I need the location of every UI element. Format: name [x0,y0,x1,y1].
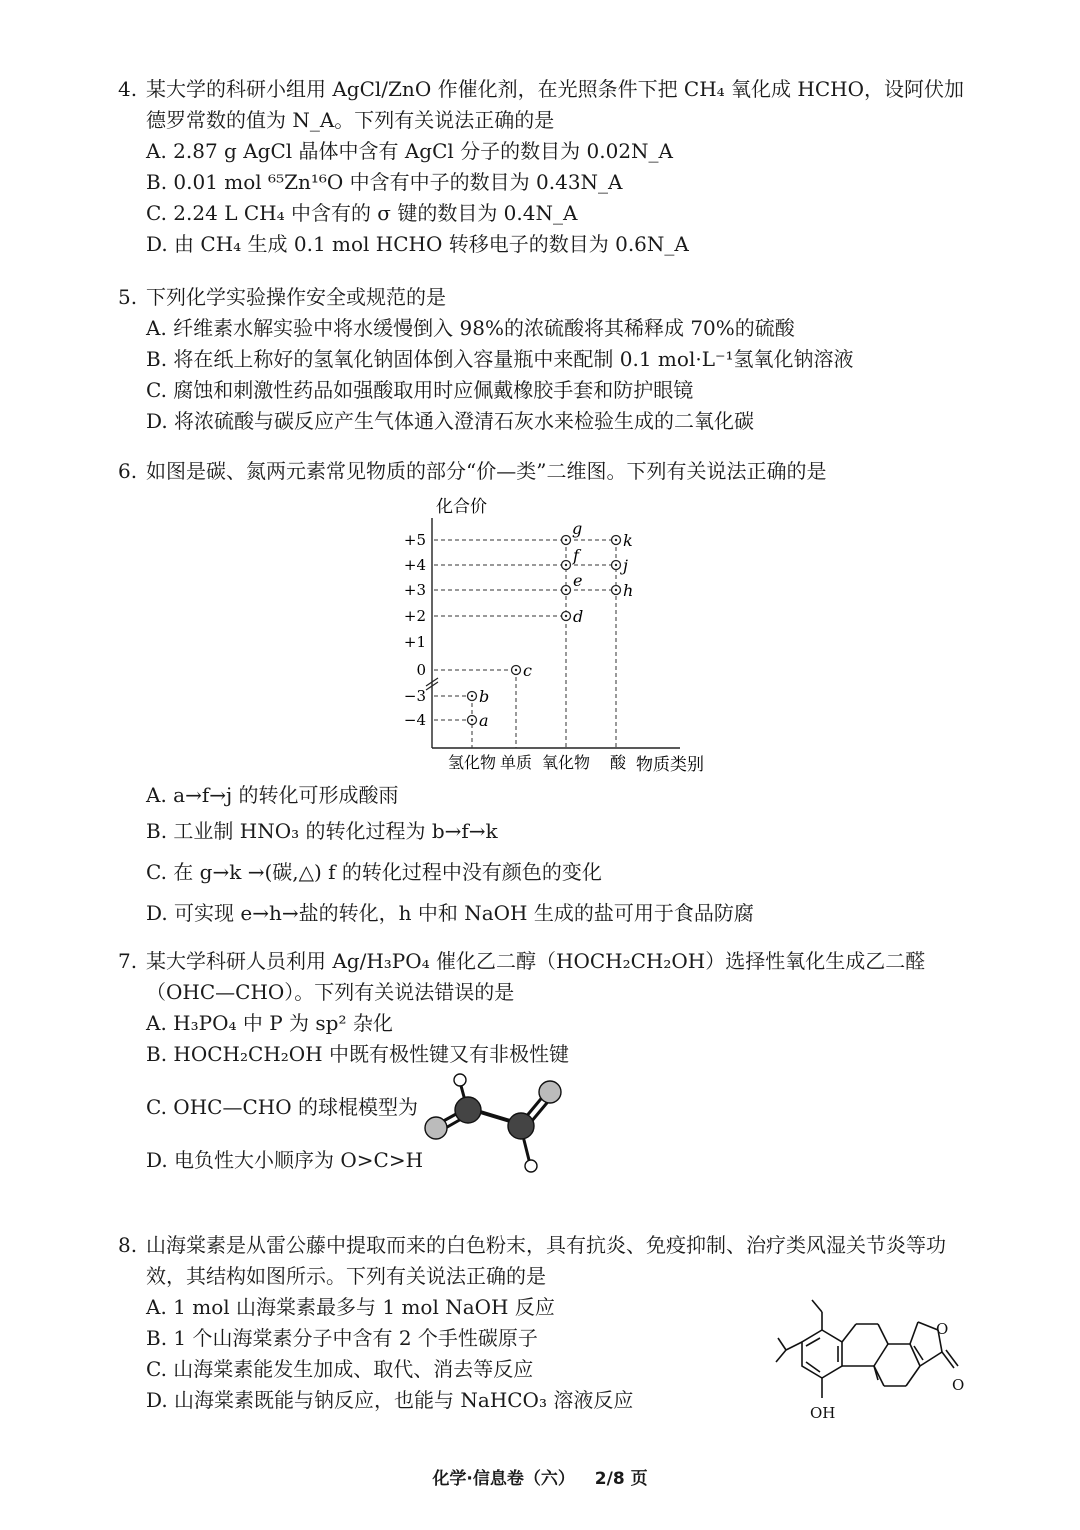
question-4 [118,74,978,260]
question-stem: 某大学科研人员利用 Ag/H₃PO₄ 催化乙二醇（HOCH₂CH₂OH）选择性氧化生成乙二醛（OHC—CHO）。下列有关说法错误的是 [146,949,926,1004]
question-5 [118,282,978,437]
point-label: d [573,607,584,626]
question-number: 7. [118,949,138,973]
question-stem: 如图是碳、氮两元素常见物质的部分“价—类”二维图。下列有关说法正确的是 [146,459,827,483]
hydrogen-atom [525,1160,537,1172]
option-b: B. 0.01 mol ⁶⁵Zn¹⁶O 中含有中子的数目为 0.43N_A [146,170,623,194]
oxygen-atom [425,1117,447,1139]
oxygen-atom [539,1081,561,1103]
option-d: D. 山海棠素既能与钠反应，也能与 NaHCO₃ 溶液反应 [146,1388,634,1412]
option-d: D. 可实现 e→h→盐的转化，h 中和 NaOH 生成的盐可用于食品防腐 [146,901,754,925]
y-tick-label: −3 [403,687,426,705]
point-label: j [623,556,628,575]
point-label: b [479,687,490,706]
carbon-atom [455,1097,481,1123]
footer-title: 化学·信息卷（六） [432,1469,575,1489]
question-6-options [118,780,978,929]
question-number: 4. [118,77,138,101]
point-d-center [565,615,567,617]
carbonyl-oxygen-label: O [952,1376,965,1394]
y-tick-label: +2 [403,607,426,625]
option-c: C. 2.24 L CH₄ 中含有的 σ 键的数目为 0.4N_A [146,201,578,225]
hydroxyl-label: OH [810,1404,836,1422]
x-category-label: 氧化物 [541,753,591,772]
option-a: A. 纤维素水解实验中将水缓慢倒入 98%的浓硫酸将其稀释成 70%的硫酸 [146,316,795,340]
point-label: f [573,546,579,565]
option-a: A. H₃PO₄ 中 P 为 sp² 杂化 [146,1011,393,1035]
y-tick-label: +4 [403,556,426,574]
point-label: c [523,661,532,680]
y-tick-label: +5 [403,531,426,549]
point-e-center [565,589,567,591]
point-label: h [623,581,634,600]
point-a-center [471,719,473,721]
footer-page: 2/8 页 [594,1469,648,1489]
molecule-structure [770,1290,980,1430]
y-tick-label: +3 [403,581,426,599]
carbon-atom [508,1113,534,1139]
page-footer [0,1464,1080,1489]
option-c: C. 腐蚀和刺激性药品如强酸取用时应佩戴橡胶手套和防护眼镜 [146,378,694,402]
option-b: B. 将在纸上称好的氢氧化钠固体倒入容量瓶中来配制 0.1 mol·L⁻¹氢氧化钠溶液 [146,347,854,371]
option-a: A. 2.87 g AgCl 晶体中含有 AgCl 分子的数目为 0.02N_A [146,139,674,163]
question-stem: 下列化学实验操作安全或规范的是 [146,285,446,309]
option-a: A. a→f→j 的转化可形成酸雨 [146,783,399,807]
question-stem: 山海棠素是从雷公藤中提取而来的白色粉末，具有抗炎、免疫抑制、治疗类风湿关节炎等功效，其结构如图所示。下列有关说法正确的是 [146,1233,946,1288]
valence-class-chart [380,490,740,780]
option-d: D. 电负性大小顺序为 O>C>H [146,1148,424,1172]
y-axis-label: 化合价 [436,497,487,517]
option-b: B. 1 个山海棠素分子中含有 2 个手性碳原子 [146,1326,538,1350]
question-6 [118,456,978,487]
ring-oxygen-label: O [936,1320,949,1338]
question-number: 5. [118,285,138,309]
option-c: C. 在 g→k →(碳,△) f 的转化过程中没有颜色的变化 [146,860,602,884]
option-b: B. 工业制 HNO₃ 的转化过程为 b→f→k [146,819,498,843]
question-number: 8. [118,1233,138,1257]
point-k-center [615,539,617,541]
y-tick-label: −4 [403,711,426,729]
point-b-center [471,695,473,697]
option-d: D. 将浓硫酸与碳反应产生气体通入澄清石灰水来检验生成的二氧化碳 [146,409,755,433]
ball-stick-model [420,1070,570,1180]
point-g-center [565,539,567,541]
point-label: a [479,711,489,730]
y-tick-label: 0 [416,661,426,679]
point-label: g [572,519,583,538]
x-category-label: 酸 [609,753,627,772]
option-c: C. 山海棠素能发生加成、取代、消去等反应 [146,1357,534,1381]
x-category-label: 氢化物 [447,753,497,772]
point-label: k [623,531,633,550]
option-c: C. OHC—CHO 的球棍模型为 [146,1095,418,1119]
x-category-label: 单质 [499,753,533,772]
hydrogen-atom [454,1074,466,1086]
point-h-center [615,589,617,591]
point-j-center [615,564,617,566]
y-tick-label: +1 [403,633,426,651]
point-f-center [565,564,567,566]
option-a: A. 1 mol 山海棠素最多与 1 mol NaOH 反应 [146,1295,555,1319]
x-axis-label: 物质类别 [636,755,704,775]
point-c-center [515,669,517,671]
question-stem: 某大学的科研小组用 AgCl/ZnO 作催化剂，在光照条件下把 CH₄ 氧化成 HCHO，设阿伏加德罗常数的值为 N_A。下列有关说法正确的是 [146,77,964,132]
question-number: 6. [118,459,138,483]
option-d: D. 由 CH₄ 生成 0.1 mol HCHO 转移电子的数目为 0.6N_A [146,232,689,256]
point-label: e [573,571,583,590]
option-b: B. HOCH₂CH₂OH 中既有极性键又有非极性键 [146,1042,569,1066]
